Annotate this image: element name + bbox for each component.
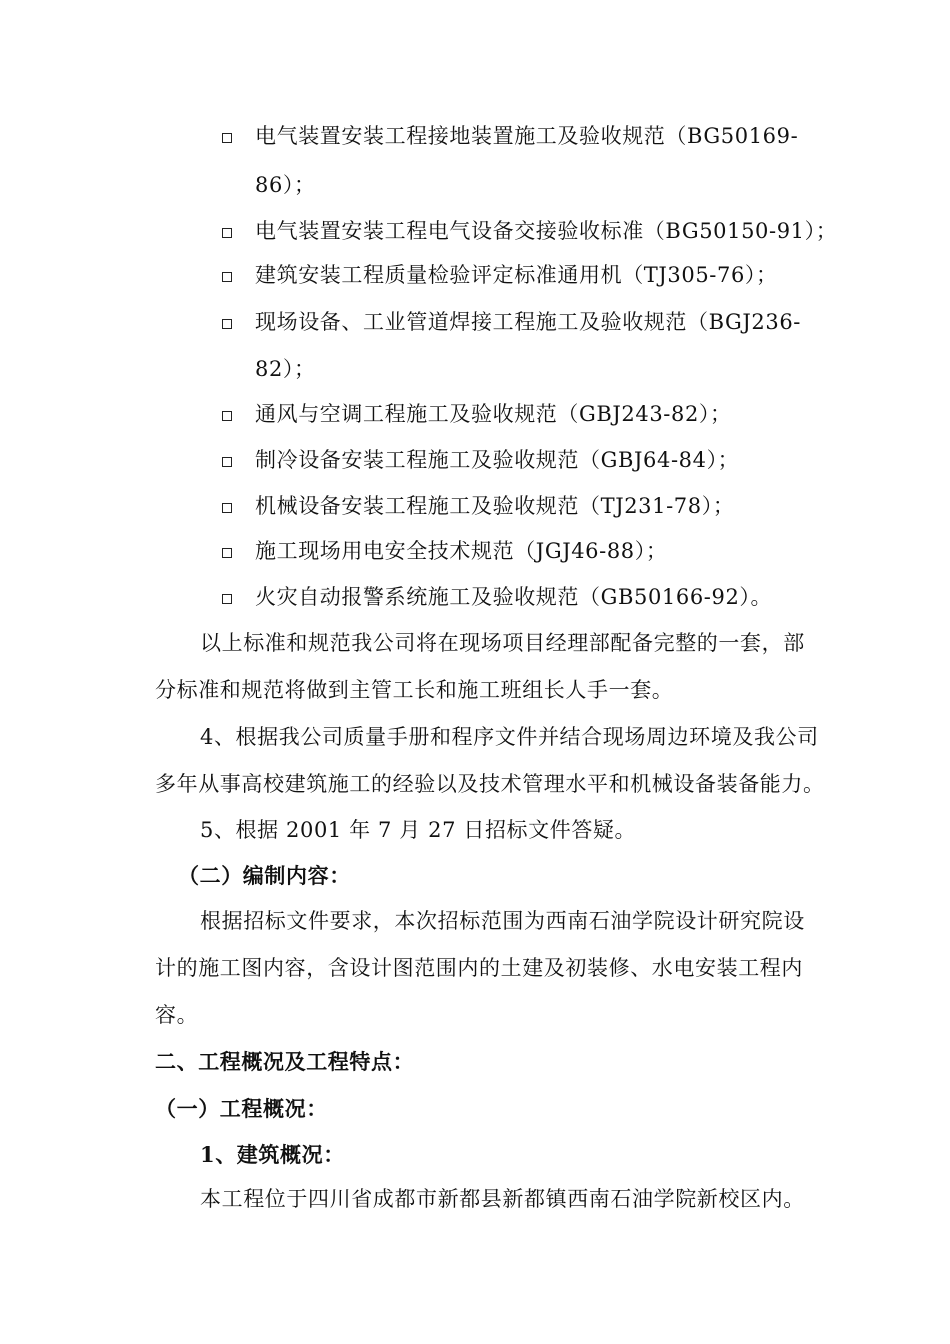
bullet-item-1-line-2: 86）； xyxy=(255,173,316,197)
bullet-item-9: 火灾自动报警系统施工及验收规范（GB50166-92）。 xyxy=(255,585,773,609)
paragraph-5: 5、根据 2001 年 7 月 27 日招标文件答疑。 xyxy=(200,818,637,842)
paragraph-standards-line-1: 以上标准和规范我公司将在现场项目经理部配备完整的一套，部 xyxy=(200,631,805,655)
heading-overview: （一）工程概况： xyxy=(155,1096,328,1121)
bullet-item-3: 建筑安装工程质量检验评定标准通用机（TJ305-76）； xyxy=(255,263,778,287)
bullet-item-5: 通风与空调工程施工及验收规范（GBJ243-82）； xyxy=(255,402,732,426)
bullet-square-icon xyxy=(222,272,232,282)
bullet-square-icon xyxy=(222,133,232,143)
paragraph-compile-line-2: 计的施工图内容，含设计图范围内的土建及初装修、水电安装工程内 xyxy=(155,956,803,980)
bullet-square-icon xyxy=(222,548,232,558)
paragraph-4-line-1: 4、根据我公司质量手册和程序文件并结合现场周边环境及我公司 xyxy=(200,725,819,749)
bullet-item-7: 机械设备安装工程施工及验收规范（TJ231-78）； xyxy=(255,494,735,518)
paragraph-location: 本工程位于四川省成都市新都县新都镇西南石油学院新校区内。 xyxy=(200,1187,805,1211)
paragraph-standards-line-2: 分标准和规范将做到主管工长和施工班组长人手一套。 xyxy=(155,678,674,702)
bullet-item-8: 施工现场用电安全技术规范（JGJ46-88）； xyxy=(255,539,668,563)
bullet-item-2: 电气装置安装工程电气设备交接验收标准（BG50150-91）； xyxy=(255,219,838,243)
heading-building: 1、建筑概况： xyxy=(200,1142,345,1167)
bullet-item-6: 制冷设备安装工程施工及验收规范（GBJ64-84）； xyxy=(255,448,740,472)
paragraph-compile-line-3: 容。 xyxy=(155,1003,199,1027)
bullet-square-icon xyxy=(222,228,232,238)
bullet-square-icon xyxy=(222,503,232,513)
heading-section-2: 二、工程概况及工程特点： xyxy=(155,1049,415,1074)
paragraph-4-line-2: 多年从事高校建筑施工的经验以及技术管理水平和机械设备装备能力。 xyxy=(155,772,825,796)
bullet-square-icon xyxy=(222,411,232,421)
bullet-square-icon xyxy=(222,457,232,467)
bullet-item-4-line-2: 82）； xyxy=(255,357,316,381)
bullet-item-1-line-1: 电气装置安装工程接地装置施工及验收规范（BG50169- xyxy=(255,124,799,148)
bullet-square-icon xyxy=(222,594,232,604)
heading-compile-contents: （二）编制内容： xyxy=(178,863,351,888)
bullet-square-icon xyxy=(222,319,232,329)
bullet-item-4-line-1: 现场设备、工业管道焊接工程施工及验收规范（BGJ236- xyxy=(255,310,801,334)
paragraph-compile-line-1: 根据招标文件要求，本次招标范围为西南石油学院设计研究院设 xyxy=(200,909,805,933)
